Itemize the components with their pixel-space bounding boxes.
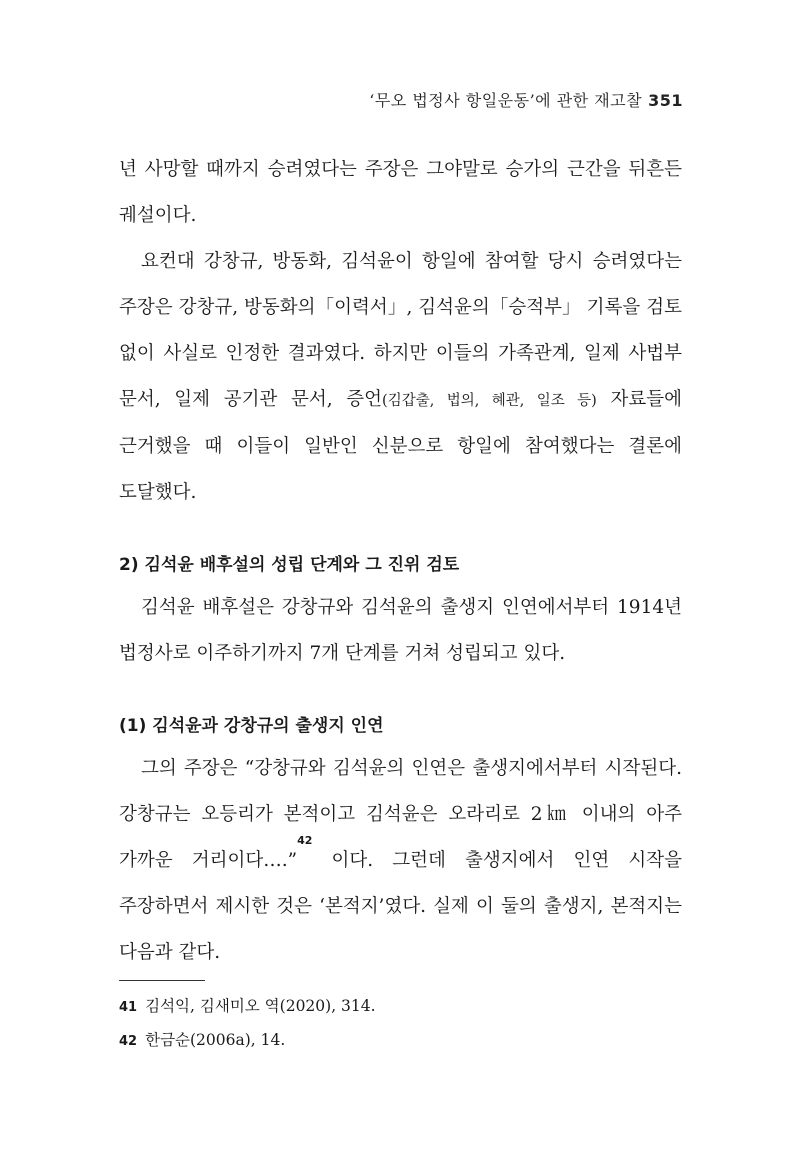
page-number: 351	[648, 91, 683, 110]
footnote	[119, 1024, 376, 1058]
footnote-number: 41	[119, 1000, 138, 1015]
paragraph	[119, 239, 682, 516]
subsection-heading: (1) 김석윤과 강창규의 출생지 인연	[119, 716, 384, 736]
footnote-text: 김석익, 김새미오 역(2020), 314.	[145, 997, 376, 1015]
footnote-number: 42	[119, 1034, 138, 1049]
body-text	[119, 147, 682, 976]
paragraph-text: 요컨대 강창규, 방동화, 김석윤이 항일에 참여할 당시 승려였다는 주장은 강창규, 방동화의「이력서」, 김석윤의「승적부」 기록을 검토 없이 사실로 인정한 결과였다. 하지만 이들의 가족관계, 일제 사법부 문서, 일제 공기관 문서, 증언	[119, 251, 682, 410]
footnote-divider	[119, 980, 205, 981]
paragraph	[119, 746, 682, 976]
section-heading: 2) 김석윤 배후설의 성립 단계와 그 진위 검토	[119, 555, 460, 575]
paragraph: 년 사망할 때까지 승려였다는 주장은 그야말로 승가의 근간을 뒤흔든 궤설이다.	[119, 159, 682, 226]
running-head-title: ‘무오 법정사 항일운동’에 관한 재고찰	[369, 91, 643, 110]
paragraph-parenthetical: (김갑출, 법의, 혜관, 일조 등)	[382, 393, 597, 409]
footnote-ref[interactable]: 42	[297, 834, 313, 847]
footnotes	[119, 990, 376, 1058]
paragraph: 김석윤 배후설은 강창규와 김석윤의 출생지 인연에서부터 1914년 법정사로 이주하기까지 7개 단계를 거쳐 성립되고 있다.	[119, 597, 682, 664]
paragraph-text: 자료들에 근거했을 때 이들이 일반인 신분으로 항일에 참여했다는 결론에 도달했다.	[119, 389, 682, 503]
footnote	[119, 990, 376, 1024]
paragraph-text: 그의 주장은 “강창규와 김석윤의 인연은 출생지에서부터 시작된다. 강창규는 오등리가 본적이고 김석윤은 오라리로 2㎞ 이내의 아주 가까운 거리이다….”	[119, 758, 682, 871]
running-head	[369, 88, 683, 111]
paragraph-text: 이다. 그런데 출생지에서 인연 시작을 주장하면서 제시한 것은 ‘본적지’였다. 실제 이 둘의 출생지, 본적지는 다음과 같다.	[119, 850, 682, 963]
footnote-text: 한금순(2006a), 14.	[145, 1031, 286, 1049]
